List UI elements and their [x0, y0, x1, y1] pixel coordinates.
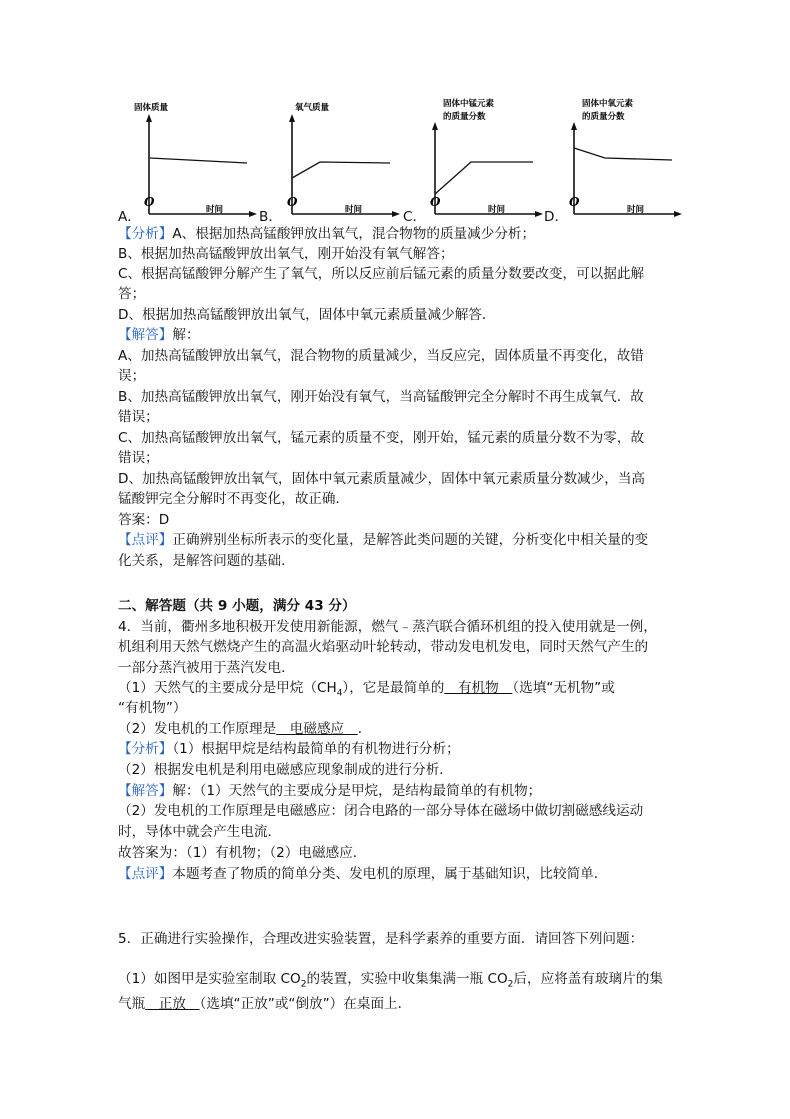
option-a-label: A． [118, 209, 141, 225]
graph-c-title-1: 固体中锰元素 [443, 99, 495, 109]
q4-answer: 故答案为：（1）有机物；（2）电磁感应． [118, 845, 367, 861]
q4-part1-sub: 4 [336, 688, 343, 699]
graph-d-x-label: 时间 [627, 205, 645, 215]
q4-solution-2b: 时，导体中就会产生电流． [118, 824, 282, 840]
graph-b-series-line [292, 162, 390, 178]
graph-b-origin: O [287, 195, 298, 209]
graph-d-x-arrow [674, 211, 682, 217]
q5-part1-post: 后，应将盖有玻璃片的集 [513, 971, 663, 987]
q5-part1-line2 [118, 994, 411, 1014]
q4-part1-answer: 有机物 [444, 680, 513, 696]
q4-analysis-1 [118, 739, 460, 759]
q4-solution-1-text: 解：（1）天然气的主要成分是甲烷，是结构最简单的有机物； [172, 783, 542, 799]
q3-solution-a1: A、加热高锰酸钾放出氧气，混合物物的质量减少，当反应完，固体质量不再变化，故错 [118, 348, 644, 364]
q3-analysis-a-text: A、根据加热高锰酸钾放出氧气，混合物物的质量减少分析； [172, 226, 536, 242]
q3-comment-1-text: 正确辨别坐标所表示的变化量，是解答此类问题的关键，分析变化中相关量的变 [172, 532, 649, 548]
q3-analysis-c2: 答； [118, 286, 146, 302]
option-b-label: B． [259, 209, 282, 225]
q3-solution-b1: B、加热高锰酸钾放出氧气，刚开始没有氧气，当高锰酸钾完全分解时不再生成氧气．故 [118, 389, 644, 405]
q3-solution-a2: 误； [118, 368, 146, 384]
q4-part2-post: ． [357, 721, 372, 737]
q5-part1-line2-pre: 气瓶 [118, 996, 146, 1012]
graph-c-x-arrow [535, 211, 543, 217]
graph-b-svg [275, 96, 407, 224]
section2-heading: 二、解答题（共 9 小题，满分 43 分） [118, 598, 356, 614]
q4-solution-tag: 【解答】 [118, 783, 173, 799]
q4-part1-pre: （1）天然气的主要成分是甲烷（CH [118, 680, 337, 696]
q3-analysis-a [118, 224, 535, 244]
q5-part1 [118, 969, 663, 995]
graph-a-title: 固体质量 [134, 103, 169, 113]
graph-b-y-arrow [289, 114, 295, 122]
q3-solution-d2: 锰酸钾完全分解时不再变化，故正确． [118, 491, 350, 507]
q4-part1 [118, 678, 615, 704]
q3-analysis-d: D、根据加热高锰酸钾放出氧气，固体中氧元素质量减少解答． [118, 307, 496, 323]
q3-solution-b2: 错误； [118, 409, 159, 425]
graph-a-x-label: 时间 [206, 205, 224, 215]
graph-c-series-line [435, 162, 533, 194]
q3-comment-1 [118, 530, 648, 550]
q3-analysis-c1: C、根据高锰酸钾分解产生了氧气，所以反应前后锰元素的质量分数要改变，可以据此解 [118, 266, 645, 282]
graph-b [275, 96, 407, 224]
q4-comment [118, 864, 607, 884]
graph-a-y-arrow [146, 114, 152, 122]
graph-c [421, 96, 553, 224]
q5-part1-mid: 的装置，实验中收集集满一瓶 CO [306, 971, 508, 987]
graph-a-series-line [150, 158, 247, 163]
q4-comment-text: 本题考查了物质的简单分类、发电机的原理，属于基础知识，比较简单． [172, 866, 608, 882]
graph-d-origin: O [569, 195, 580, 209]
q4-part1-mid: ），它是最简单的 [342, 680, 445, 696]
q4-solution-1 [118, 781, 541, 801]
q3-comment-2: 化关系，是解答问题的基础． [118, 553, 295, 569]
q4-part2 [118, 719, 371, 739]
graph-b-title: 氧气质量 [295, 103, 330, 113]
graph-d [560, 96, 692, 224]
q4-stem-1: 4．当前，衢州多地积极开发使用新能源，燃气﹣蒸汽联合循环机组的投入使用就是一例， [118, 619, 657, 635]
q4-part1-line2: “有机物”） [118, 700, 187, 716]
q3-solution-c1: C、加热高锰酸钾放出氧气，锰元素的质量不变，刚开始，锰元素的质量分数不为零，故 [118, 430, 645, 446]
q4-part2-pre: （2）发电机的工作原理是 [118, 721, 277, 737]
option-c-label: C． [403, 209, 427, 225]
q3-solution-c2: 错误； [118, 450, 159, 466]
q3-answer: 答案：D [118, 512, 170, 528]
q4-solution-2a: （2）发电机的工作原理是电磁感应：闭合电路的一部分导体在磁场中做切割磁感线运动 [118, 803, 644, 819]
q5-stem: 5．正确进行实验操作，合理改进实验装置，是科学素养的重要方面．请回答下列问题： [118, 931, 644, 947]
q5-part1-sub2: 2 [507, 979, 514, 990]
graph-a-origin: O [144, 195, 155, 209]
graph-d-title-1: 固体中氧元素 [582, 99, 634, 109]
q3-solution-tag: 【解答】 [118, 327, 173, 343]
graph-d-title-2: 的质量分数 [582, 112, 625, 122]
q3-analysis-tag: 【分析】 [118, 226, 173, 242]
graph-d-series-line [574, 148, 672, 160]
q4-comment-tag: 【点评】 [118, 866, 173, 882]
q4-part1-post: （选填“无机物”或 [512, 680, 615, 696]
q3-solution-intro: 解： [172, 327, 200, 343]
graph-d-svg [560, 96, 692, 224]
graph-b-x-label: 时间 [345, 205, 363, 215]
q4-analysis-2: （2）根据发电机是利用电磁感应现象制成的进行分析． [118, 762, 453, 778]
q5-part1-sub1: 2 [300, 979, 307, 990]
q4-stem-3: 一部分蒸汽被用于蒸汽发电． [118, 660, 295, 676]
graph-a [130, 96, 262, 224]
graph-c-title-2: 的质量分数 [443, 112, 486, 122]
graph-b-x-arrow [392, 211, 400, 217]
graph-c-y-arrow [432, 122, 438, 130]
q4-part2-answer: 电磁感应 [276, 721, 358, 737]
q3-solution-d1: D、加热高锰酸钾放出氧气，固体中氧元素质量减少，固体中氧元素质量分数减少，当高 [118, 471, 646, 487]
graph-a-x-arrow [249, 211, 257, 217]
graph-c-origin: O [430, 195, 441, 209]
q3-solution-head [118, 325, 200, 345]
graph-c-svg [421, 96, 553, 224]
q4-stem-2: 机组利用天然气燃烧产生的高温火焰驱动叶轮转动，带动发电机发电，同时天然气产生的 [118, 639, 649, 655]
q3-comment-tag: 【点评】 [118, 532, 173, 548]
graph-d-y-arrow [571, 122, 577, 130]
graph-a-svg [130, 96, 262, 224]
option-d-label: D． [544, 209, 569, 225]
q3-analysis-b: B、根据加热高锰酸钾放出氧气，刚开始没有氧气解答； [118, 246, 454, 262]
q4-analysis-1-text: （1）根据甲烷是结构最简单的有机物进行分析； [172, 741, 460, 757]
q5-part1-answer: 正放 [145, 996, 200, 1012]
graph-c-x-label: 时间 [488, 205, 506, 215]
q5-part1-pre: （1）如图甲是实验室制取 CO [118, 971, 301, 987]
q4-analysis-tag: 【分析】 [118, 741, 173, 757]
q5-part1-line2-post: （选填“正放”或“倒放”）在桌面上． [199, 996, 412, 1012]
